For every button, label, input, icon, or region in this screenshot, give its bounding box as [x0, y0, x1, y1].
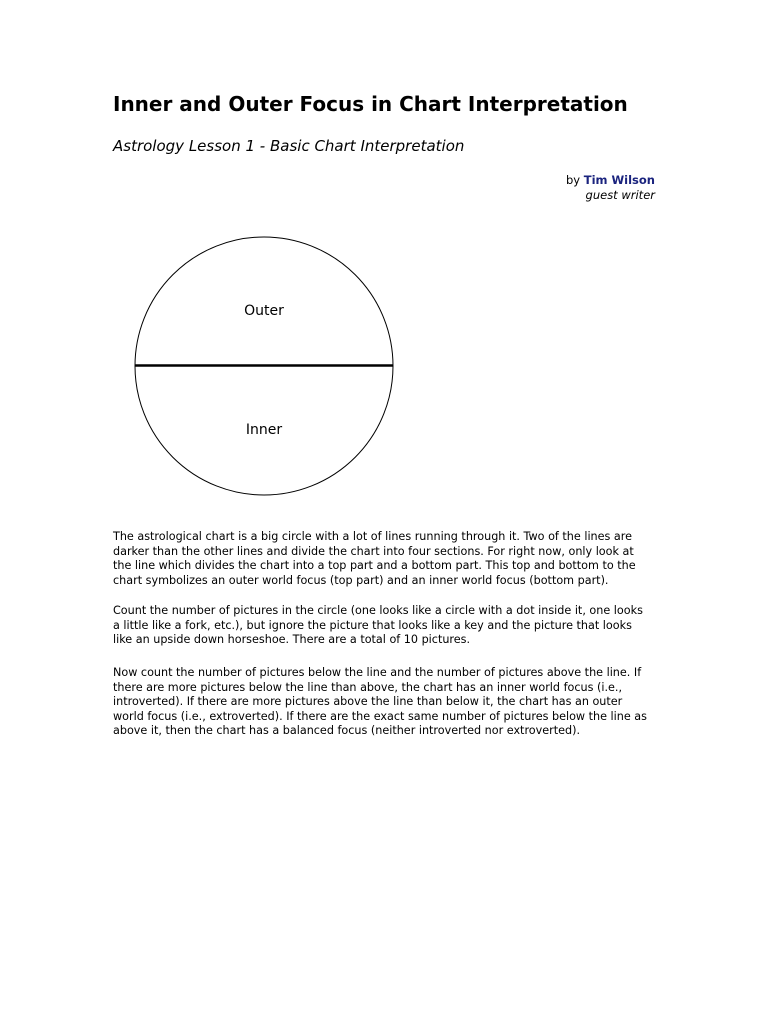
outer-label: Outer	[244, 303, 284, 319]
inner-label: Inner	[245, 422, 283, 438]
author-role: guest writer	[585, 188, 655, 202]
author-name: Tim Wilson	[583, 173, 655, 187]
page-title: Inner and Outer Focus in Chart Interpretation	[113, 92, 628, 116]
byline	[566, 173, 655, 203]
page-subtitle: Astrology Lesson 1 - Basic Chart Interpretation	[113, 137, 465, 155]
paragraph-3: Now count the number of pictures below the line and the number of pictures above the line. If there are more pictures below the line than above, the chart has an inner world focus (i.e., introverted). If there are more pictures above the line than below it, the chart has an outer world focus (i.e., extroverted). If there are the exact same number of pictures below the line as above it, then the chart has a balanced focus (neither introverted nor extroverted).	[113, 666, 647, 738]
byline-by: by	[565, 173, 581, 187]
focus-diagram-svg	[123, 228, 403, 506]
focus-diagram	[123, 228, 403, 506]
paragraph-2: Count the number of pictures in the circle (one looks like a circle with a dot inside it, one looks a little like a fork, etc.), but ignore the picture that looks like a key and the picture that looks like an upside down horseshoe. There are a total of 10 pictures.	[113, 604, 643, 647]
paragraph-1: The astrological chart is a big circle with a lot of lines running through it. Two of the lines are darker than the other lines and divide the chart into four sections. For right now, only look at the line which divides the chart into a top part and a bottom part. This top and bottom to the chart symbolizes an outer world focus (top part) and an inner world focus (bottom part).	[113, 530, 636, 587]
